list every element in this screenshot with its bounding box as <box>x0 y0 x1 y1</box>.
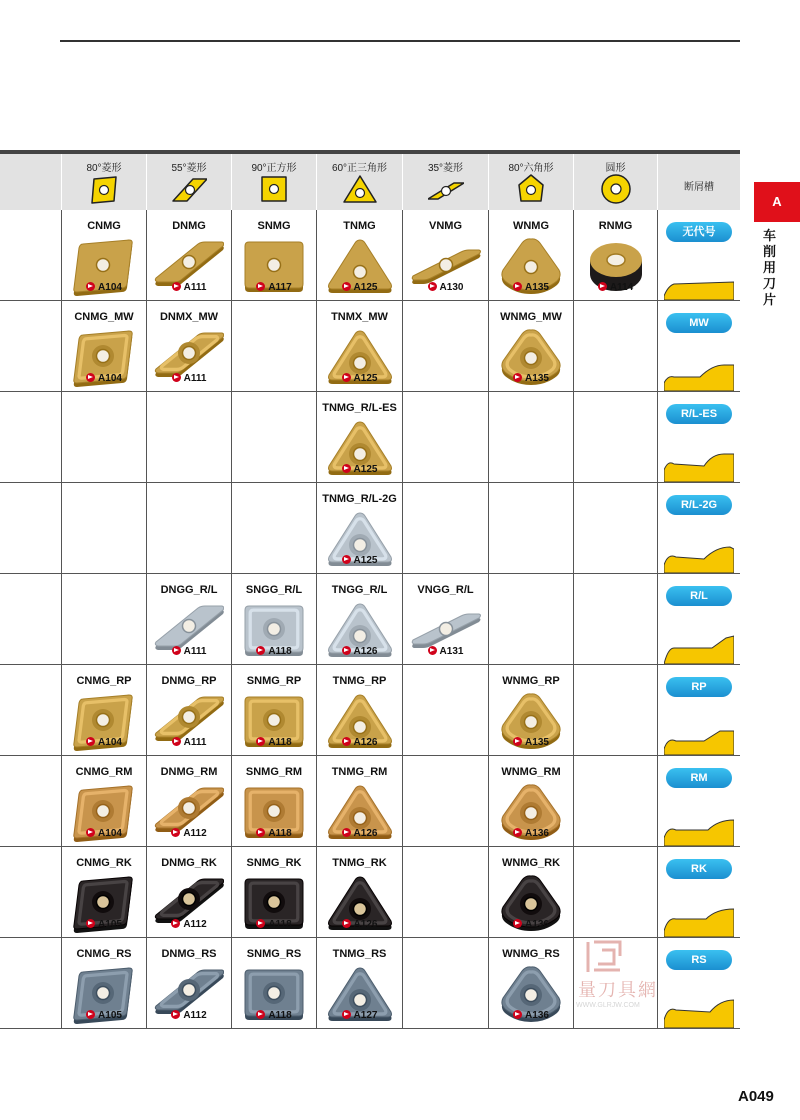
row-blank-cell <box>0 392 62 483</box>
breaker-profile-icon <box>664 907 734 937</box>
page-reference-link[interactable] <box>147 828 231 839</box>
insert-name: SNGG_R/L <box>245 584 303 596</box>
empty-cell <box>147 392 232 483</box>
breaker-profile-icon <box>664 816 734 846</box>
breaker-badge[interactable]: 无代号 <box>666 222 732 242</box>
insert-cell[interactable] <box>489 301 574 392</box>
header-shape-triangle <box>317 154 403 210</box>
arrow-circle-icon <box>172 646 181 655</box>
insert-name: CNMG_RM <box>75 766 133 778</box>
page-reference-link[interactable] <box>232 737 316 748</box>
insert-cell[interactable] <box>62 665 147 756</box>
empty-cell <box>62 392 147 483</box>
page-reference-text: A104 <box>98 282 122 293</box>
row-blank-cell <box>0 574 62 665</box>
page-reference-text: A130 <box>439 282 464 293</box>
insert-cell[interactable] <box>489 847 574 938</box>
page-reference-text: A125 <box>353 555 378 566</box>
insert-cell[interactable] <box>317 938 403 1029</box>
insert-cell[interactable] <box>62 210 147 301</box>
arrow-circle-icon <box>256 828 265 837</box>
insert-name: WNMG_RM <box>501 766 561 778</box>
insert-name: TNMG <box>343 220 376 232</box>
page-reference-text: A136 <box>525 919 549 930</box>
watermark <box>556 940 676 1020</box>
empty-cell <box>403 938 489 1029</box>
insert-name: TNMG_RP <box>332 675 387 687</box>
page-reference-link[interactable] <box>317 555 402 566</box>
insert-name: WNMG_RS <box>502 948 560 960</box>
empty-cell <box>574 301 658 392</box>
page-reference-text: A127 <box>353 1010 378 1021</box>
header-blank-cell <box>0 154 62 210</box>
top-rule <box>60 40 740 42</box>
insert-name: WNMG_RP <box>502 675 560 687</box>
page-reference-text: A125 <box>353 373 378 384</box>
row-blank-cell <box>0 483 62 574</box>
page-reference-text: A136 <box>525 828 549 839</box>
breaker-cell <box>658 574 740 665</box>
page-reference-link[interactable] <box>147 737 231 748</box>
arrow-circle-icon <box>428 646 437 655</box>
page-reference-text: A104 <box>98 737 122 748</box>
header-shape-rhombus-35 <box>403 154 489 210</box>
breaker-badge[interactable]: RS <box>666 950 732 970</box>
insert-cell[interactable] <box>489 756 574 847</box>
page-reference-text: A111 <box>183 646 207 657</box>
arrow-circle-icon <box>342 373 351 382</box>
empty-cell <box>403 665 489 756</box>
insert-cell[interactable] <box>403 210 489 301</box>
page-reference-text: A135 <box>525 282 549 293</box>
breaker-profile-icon <box>664 543 734 573</box>
page-reference-link[interactable] <box>62 828 146 839</box>
page-reference-link[interactable] <box>232 1010 316 1021</box>
page-reference-link[interactable] <box>317 1010 402 1021</box>
arrow-circle-icon <box>86 828 95 837</box>
page-reference-link[interactable] <box>232 282 316 293</box>
page-reference-text: A136 <box>525 1010 549 1021</box>
page-reference-link[interactable] <box>232 828 316 839</box>
insert-cell[interactable] <box>317 210 403 301</box>
insert-name: CNMG_MW <box>74 311 134 323</box>
arrow-circle-icon <box>428 282 437 291</box>
insert-name: CNMG <box>87 220 121 232</box>
insert-name: DNMG_RP <box>161 675 217 687</box>
breaker-profile-icon <box>664 634 734 664</box>
watermark-url: WWW.GLRJW.COM <box>576 1002 640 1009</box>
arrow-circle-icon <box>513 737 522 746</box>
empty-cell <box>232 483 317 574</box>
empty-cell <box>403 392 489 483</box>
page-reference-text: A126 <box>353 737 378 748</box>
arrow-circle-icon <box>256 1010 265 1019</box>
page-reference-link[interactable] <box>317 828 402 839</box>
empty-cell <box>403 301 489 392</box>
page-reference-text: A112 <box>183 919 207 930</box>
insert-cell[interactable] <box>317 756 403 847</box>
insert-cell[interactable] <box>62 301 147 392</box>
header-shape-label: 80°菱形 <box>86 163 122 174</box>
page-reference-link[interactable] <box>147 373 231 384</box>
arrow-circle-icon <box>256 919 265 928</box>
insert-cell[interactable] <box>489 665 574 756</box>
breaker-badge[interactable]: R/L-2G <box>666 495 732 515</box>
page-reference-text: A118 <box>268 828 292 839</box>
row-blank-cell <box>0 210 62 301</box>
breaker-profile-icon <box>664 725 734 755</box>
empty-cell <box>574 574 658 665</box>
insert-name: DNMG <box>172 220 206 232</box>
page-reference-link[interactable] <box>232 646 316 657</box>
page-reference-link[interactable] <box>62 282 146 293</box>
arrow-circle-icon <box>86 737 95 746</box>
empty-cell <box>403 756 489 847</box>
insert-cell[interactable] <box>489 210 574 301</box>
insert-cell[interactable] <box>232 938 317 1029</box>
breaker-cell <box>658 756 740 847</box>
breaker-cell <box>658 847 740 938</box>
page-reference-text: A105 <box>98 919 122 930</box>
page-reference-text: A126 <box>353 646 378 657</box>
insert-name: DNMG_RM <box>160 766 218 778</box>
arrow-circle-icon <box>513 828 522 837</box>
insert-name: SNMG <box>257 220 291 232</box>
page-reference-text: A118 <box>268 646 292 657</box>
empty-cell <box>489 483 574 574</box>
header-shape-label: 80°六角形 <box>508 163 554 174</box>
insert-name: CNMG_RS <box>76 948 132 960</box>
page-reference-text: A111 <box>183 737 207 748</box>
page-reference-text: A112 <box>183 828 207 839</box>
insert-name: TNMG_RK <box>332 857 387 869</box>
empty-cell <box>489 392 574 483</box>
empty-cell <box>574 665 658 756</box>
insert-name: SNMG_RM <box>245 766 303 778</box>
insert-cell[interactable] <box>147 665 232 756</box>
page-reference-link[interactable] <box>317 282 402 293</box>
empty-cell <box>403 483 489 574</box>
page-reference-text: A126 <box>353 919 378 930</box>
page-number: A049 <box>738 1088 774 1105</box>
arrow-circle-icon <box>342 919 351 928</box>
insert-name: DNMX_MW <box>159 311 219 323</box>
insert-name: SNMG_RS <box>246 948 302 960</box>
page-reference-text: A104 <box>98 828 122 839</box>
page-reference-text: A118 <box>268 919 292 930</box>
page-reference-link[interactable] <box>489 828 573 839</box>
insert-name: VNMG <box>429 220 462 232</box>
empty-cell <box>574 756 658 847</box>
breaker-cell <box>658 665 740 756</box>
insert-cell[interactable] <box>147 938 232 1029</box>
page-reference-link[interactable] <box>317 737 402 748</box>
insert-cell[interactable] <box>62 847 147 938</box>
page-reference-link[interactable] <box>317 646 402 657</box>
header-shape-rhombus-80 <box>62 154 147 210</box>
insert-cell[interactable] <box>403 574 489 665</box>
page-reference-link[interactable] <box>147 1010 231 1021</box>
page-reference-text: A118 <box>268 737 292 748</box>
breaker-cell <box>658 483 740 574</box>
header-shape-label: 60°正三角形 <box>331 163 388 174</box>
insert-cell[interactable] <box>317 301 403 392</box>
page-reference-text: A135 <box>525 737 549 748</box>
insert-cell[interactable] <box>232 574 317 665</box>
empty-cell <box>489 574 574 665</box>
page-reference-link[interactable] <box>317 464 402 475</box>
insert-name: WNMG <box>512 220 550 232</box>
breaker-cell <box>658 392 740 483</box>
insert-cell[interactable] <box>232 210 317 301</box>
insert-cell[interactable] <box>232 756 317 847</box>
header-breaker-cell <box>658 154 740 210</box>
insert-name: CNMG_RP <box>76 675 132 687</box>
breaker-cell <box>658 301 740 392</box>
empty-cell <box>403 847 489 938</box>
page-reference-text: A118 <box>268 1010 292 1021</box>
header-shape-round <box>574 154 658 210</box>
breaker-badge[interactable]: RM <box>666 768 732 788</box>
row-blank-cell <box>0 665 62 756</box>
page-reference-text: A111 <box>183 282 207 293</box>
insert-name: VNGG_R/L <box>417 584 474 596</box>
insert-name: TNGG_R/L <box>331 584 388 596</box>
insert-cell[interactable] <box>147 847 232 938</box>
page-reference-link[interactable] <box>62 737 146 748</box>
page-reference-link[interactable] <box>489 737 573 748</box>
square-icon <box>256 173 292 205</box>
insert-name: TNMG_RM <box>331 766 388 778</box>
header-shape-label: 圆形 <box>605 163 626 174</box>
empty-cell <box>574 392 658 483</box>
arrow-circle-icon <box>513 919 522 928</box>
page-reference-text: A131 <box>439 646 464 657</box>
breaker-badge[interactable]: MW <box>666 313 732 333</box>
arrow-circle-icon <box>256 737 265 746</box>
header-shape-label: 35°菱形 <box>427 163 464 174</box>
insert-cell[interactable] <box>232 847 317 938</box>
page-reference-link[interactable] <box>232 919 316 930</box>
insert-name: DNGG_R/L <box>160 584 218 596</box>
page-reference-link[interactable] <box>489 919 573 930</box>
page-reference-text: A117 <box>268 282 292 293</box>
rhombus-35-icon <box>428 173 464 205</box>
insert-cell[interactable] <box>62 756 147 847</box>
insert-name: RNMG <box>598 220 633 232</box>
page-reference-text: A125 <box>353 282 378 293</box>
insert-name: CNMG_RK <box>76 857 132 869</box>
page-reference-text: A111 <box>183 373 207 384</box>
insert-cell[interactable] <box>317 665 403 756</box>
insert-name: TNMG_RS <box>332 948 387 960</box>
insert-cell[interactable] <box>147 301 232 392</box>
watermark-text: 量刀具網 <box>578 980 658 1000</box>
header-shape-hexagon <box>489 154 574 210</box>
header-shape-rhombus-55 <box>147 154 232 210</box>
header-shape-square <box>232 154 317 210</box>
arrow-circle-icon <box>171 1010 180 1019</box>
arrow-circle-icon <box>513 1010 522 1019</box>
insert-cell[interactable] <box>147 210 232 301</box>
arrow-circle-icon <box>342 646 351 655</box>
breaker-badge[interactable]: RK <box>666 859 732 879</box>
page-reference-link[interactable] <box>147 282 231 293</box>
insert-name: DNMG_RK <box>161 857 217 869</box>
section-tab-a[interactable]: A <box>754 182 800 222</box>
insert-cell[interactable] <box>317 847 403 938</box>
arrow-circle-icon <box>171 919 180 928</box>
row-blank-cell <box>0 847 62 938</box>
page-reference-link[interactable] <box>317 919 402 930</box>
breaker-profile-icon <box>664 361 734 391</box>
insert-cell[interactable] <box>317 574 403 665</box>
arrow-circle-icon <box>86 1010 95 1019</box>
page-reference-link[interactable] <box>489 282 573 293</box>
page-reference-text: A135 <box>525 373 549 384</box>
breaker-cell <box>658 210 740 301</box>
arrow-circle-icon <box>513 282 522 291</box>
insert-name: SNMG_RK <box>246 857 302 869</box>
row-blank-cell <box>0 301 62 392</box>
insert-cell[interactable] <box>317 483 403 574</box>
page-reference-text: A114 <box>609 282 634 293</box>
empty-cell <box>232 301 317 392</box>
arrow-circle-icon <box>342 464 351 473</box>
header-shape-label: 55°菱形 <box>171 163 207 174</box>
page-reference-link[interactable] <box>147 646 231 657</box>
watermark-logo-icon <box>584 940 624 974</box>
page-reference-text: A104 <box>98 373 122 384</box>
insert-cell[interactable] <box>574 210 658 301</box>
arrow-circle-icon <box>86 282 95 291</box>
insert-name: DNMG_RS <box>161 948 217 960</box>
page-reference-link[interactable] <box>403 282 488 293</box>
arrow-circle-icon <box>86 373 95 382</box>
header-shape-label: 90°正方形 <box>251 163 297 174</box>
empty-cell <box>574 483 658 574</box>
arrow-circle-icon <box>342 1010 351 1019</box>
breaker-badge[interactable]: R/L <box>666 586 732 606</box>
arrow-circle-icon <box>172 737 181 746</box>
header-breaker-label: 断屑槽 <box>684 182 714 193</box>
page-reference-link[interactable] <box>147 919 231 930</box>
arrow-circle-icon <box>171 828 180 837</box>
page-reference-link[interactable] <box>489 373 573 384</box>
breaker-profile-icon <box>664 452 734 482</box>
rhombus-80-icon <box>86 173 122 205</box>
page-reference-text: A112 <box>183 1010 207 1021</box>
arrow-circle-icon <box>342 555 351 564</box>
row-blank-cell <box>0 938 62 1029</box>
insert-name: TNMG_R/L-2G <box>322 493 397 505</box>
arrow-circle-icon <box>172 282 181 291</box>
breaker-badge[interactable]: R/L-ES <box>666 404 732 424</box>
empty-cell <box>62 574 147 665</box>
empty-cell <box>147 483 232 574</box>
hexagon-icon <box>513 173 549 205</box>
insert-name: TNMX_MW <box>331 311 388 323</box>
page-reference-link[interactable] <box>62 373 146 384</box>
page-reference-text: A105 <box>98 1010 122 1021</box>
arrow-circle-icon <box>513 373 522 382</box>
triangle-icon <box>342 173 378 205</box>
empty-cell <box>62 483 147 574</box>
arrow-circle-icon <box>598 282 607 291</box>
insert-cell[interactable] <box>232 665 317 756</box>
rhombus-55-icon <box>171 173 207 205</box>
insert-cell[interactable] <box>147 756 232 847</box>
page-reference-text: A125 <box>353 464 378 475</box>
insert-name: SNMG_RP <box>246 675 302 687</box>
breaker-badge[interactable]: RP <box>666 677 732 697</box>
arrow-circle-icon <box>172 373 181 382</box>
arrow-circle-icon <box>86 919 95 928</box>
insert-name: WNMG_RK <box>501 857 561 869</box>
arrow-circle-icon <box>256 282 265 291</box>
page-reference-link[interactable] <box>317 373 402 384</box>
insert-name: TNMG_R/L-ES <box>322 402 397 414</box>
page-reference-link[interactable] <box>403 646 488 657</box>
insert-cell[interactable] <box>62 938 147 1029</box>
row-blank-cell <box>0 756 62 847</box>
insert-cell[interactable] <box>147 574 232 665</box>
insert-table <box>0 150 740 1030</box>
empty-cell <box>232 392 317 483</box>
breaker-profile-icon <box>664 270 734 300</box>
arrow-circle-icon <box>256 646 265 655</box>
arrow-circle-icon <box>342 737 351 746</box>
page-reference-text: A126 <box>353 828 378 839</box>
page-reference-link[interactable] <box>62 1010 146 1021</box>
page-reference-link[interactable] <box>574 282 657 293</box>
page-reference-link[interactable] <box>62 919 146 930</box>
round-icon <box>598 173 634 205</box>
insert-cell[interactable] <box>317 392 403 483</box>
section-tab-text: 车削用刀片 <box>763 228 777 307</box>
arrow-circle-icon <box>342 828 351 837</box>
empty-cell <box>574 847 658 938</box>
insert-name: WNMG_MW <box>500 311 562 323</box>
arrow-circle-icon <box>342 282 351 291</box>
